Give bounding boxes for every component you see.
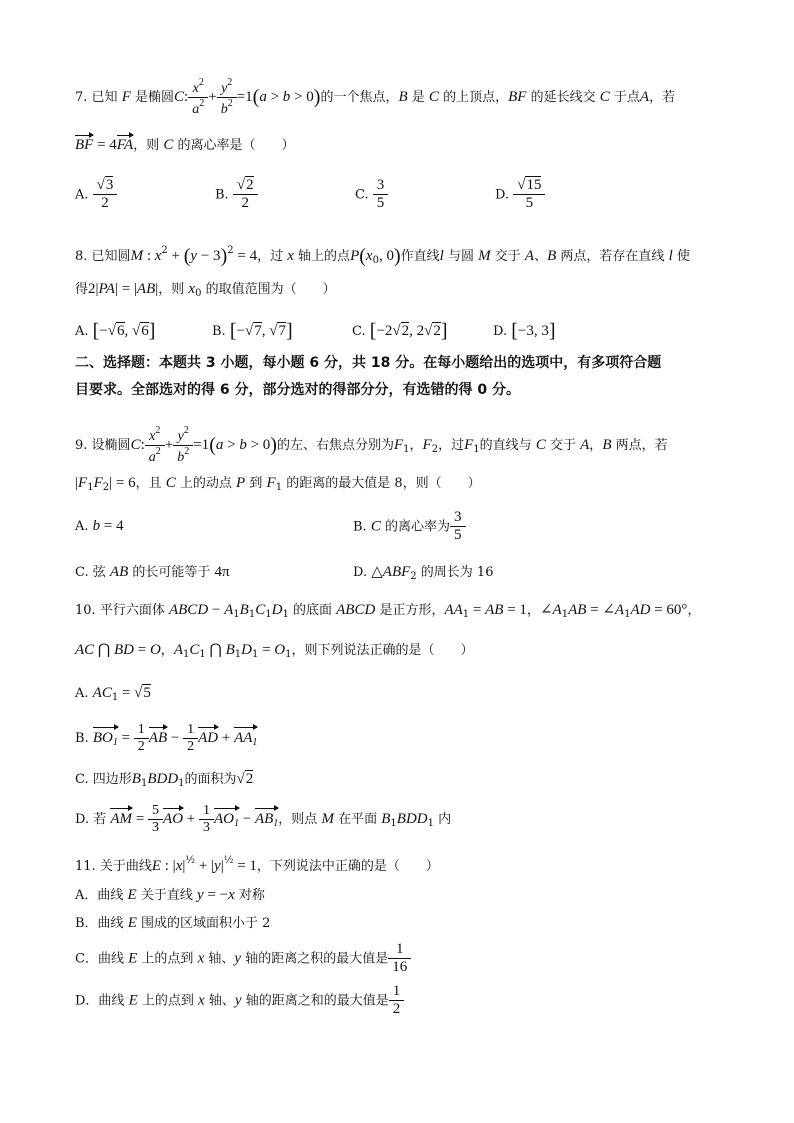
q10-line2: AC ⋂ BD = O，$A_1C_1$ ⋂ $B_1D_1 = O_1$，则下列说法正确的是（ ） bbox=[75, 642, 474, 660]
q9-option-d[interactable]: D. $\triangle ABF_2$ 的周长为 16 bbox=[353, 564, 494, 582]
q9-line2: $|F_1F_2| = 6$，且 C 上的动点 P 到 $F_1$ 的距离的最大值是 8，则（ ） bbox=[75, 475, 481, 493]
q7-option-a[interactable]: A. $\frac{√3}{2}$ bbox=[75, 178, 117, 212]
q9-number: 9. bbox=[75, 438, 88, 454]
q11-option-a[interactable]: A．曲线 E 关于直线 y = −x 对称 bbox=[75, 887, 265, 903]
section2-header-line2: 目要求。全部选对的得 6 分，部分选对的得部分分，有选错的得 0 分。 bbox=[75, 382, 520, 398]
q11-option-b[interactable]: B．曲线 E 围成的区域面积小于 2 bbox=[75, 915, 271, 931]
q9-option-c[interactable]: C. 弦 AB 的长可能等于 4π bbox=[75, 564, 230, 580]
q11-option-d[interactable]: D．曲线 E 上的点到 x 轴、y 轴的距离之和的最大值是 $\frac{1}{2}$ bbox=[75, 984, 404, 1018]
q8-option-a[interactable]: A. [−√6, √6] bbox=[75, 320, 156, 342]
q7-number: 7. bbox=[75, 90, 88, 106]
q7-option-b[interactable]: B. $\frac{√2}{2}$ bbox=[215, 178, 258, 212]
q7-line1: 7. 已知 F 是椭圆C: $\frac{x^2}{a^2}$ + $\frac{y^2}{b^2}$ =1(a > b > 0)的一个焦点，B 是 C 的上顶点，BF 的延长线交 C 于点A，若 bbox=[75, 77, 676, 117]
q8-option-d[interactable]: D. [−3, 3] bbox=[493, 320, 556, 342]
q8-line2: 得2|PA| = |AB|，则 $x_0$ 的取值范围为（ ） bbox=[75, 281, 336, 299]
q8-line1: 8. 已知圆M : $x^2 + (y - 3)^2 = 4$，过 x 轴上的点$P(x_0$, 0)作直线l 与圆 M 交于 A、B 两点，若存在直线 l 使 bbox=[75, 245, 690, 267]
q9-option-a[interactable]: A. b = 4 bbox=[75, 518, 124, 534]
q10-number: 10. bbox=[75, 603, 96, 618]
q10-line1: 10. 平行六面体 ABCD − $A_1B_1C_1D_1$ 的底面 ABCD 是正方形，$AA_1$ = AB = 1，$\angle A_1AB$ = $\angle A_1AD = 60^\circ$， bbox=[75, 602, 701, 620]
q11-number: 11. bbox=[75, 859, 96, 874]
q10-option-d[interactable]: D. 若 AM = $\frac{5}{3}$ AO + $\frac{1}{3}$ $AO_1 - AB_1$，则点 M 在平面 $B_1BDD_1$ 内 bbox=[75, 803, 452, 835]
q8-option-b[interactable]: B. [−√7, √7] bbox=[212, 320, 293, 342]
section2-header-line1: 二、选择题：本题共 3 小题，每小题 6 分，共 18 分。在每小题给出的选项中，有多项符合题 bbox=[75, 355, 662, 371]
q8-number: 8. bbox=[75, 249, 88, 264]
q9-line1: 9. 设椭圆C: $\frac{x^2}{a^2}$ + $\frac{y^2}{b^2}$ =1(a > b > 0)的左、右焦点分别为$F_1$，$F_2$，过$F_1$的直线与 C 交于 A，B 两点，若 bbox=[75, 425, 668, 465]
q11-line1: 11. 关于曲线E : $|x|^{\frac{1}{2}} + |y|^{\frac{1}{2}} = 1$，下列说法中正确的是（ ） bbox=[75, 855, 439, 874]
q7-option-c[interactable]: C. $\frac{3}{5}$ bbox=[355, 178, 388, 212]
q7-option-d[interactable]: D. $\frac{√15}{5}$ bbox=[495, 178, 545, 212]
q9-option-b[interactable]: B. C 的离心率为 $\frac{3}{5}$ bbox=[353, 510, 466, 544]
q10-option-a[interactable]: A. $AC_1 = √5$ bbox=[75, 685, 151, 703]
q7-line2: BF = 4FA，则 C 的离心率是（ ） bbox=[75, 137, 295, 153]
q8-option-c[interactable]: C. [−2√2, 2√2] bbox=[352, 320, 448, 342]
q10-option-c[interactable]: C. 四边形$B_1BDD_1$的面积为√2 bbox=[75, 771, 254, 789]
q11-option-c[interactable]: C．曲线 E 上的点到 x 轴、y 轴的距离之积的最大值是 $\frac{1}{16}$ bbox=[75, 942, 411, 976]
q10-option-b[interactable]: B. $BO_1$ = $\frac{1}{2}$ AB − $\frac{1}{2}$ AD + $AA_1$ bbox=[75, 722, 258, 754]
